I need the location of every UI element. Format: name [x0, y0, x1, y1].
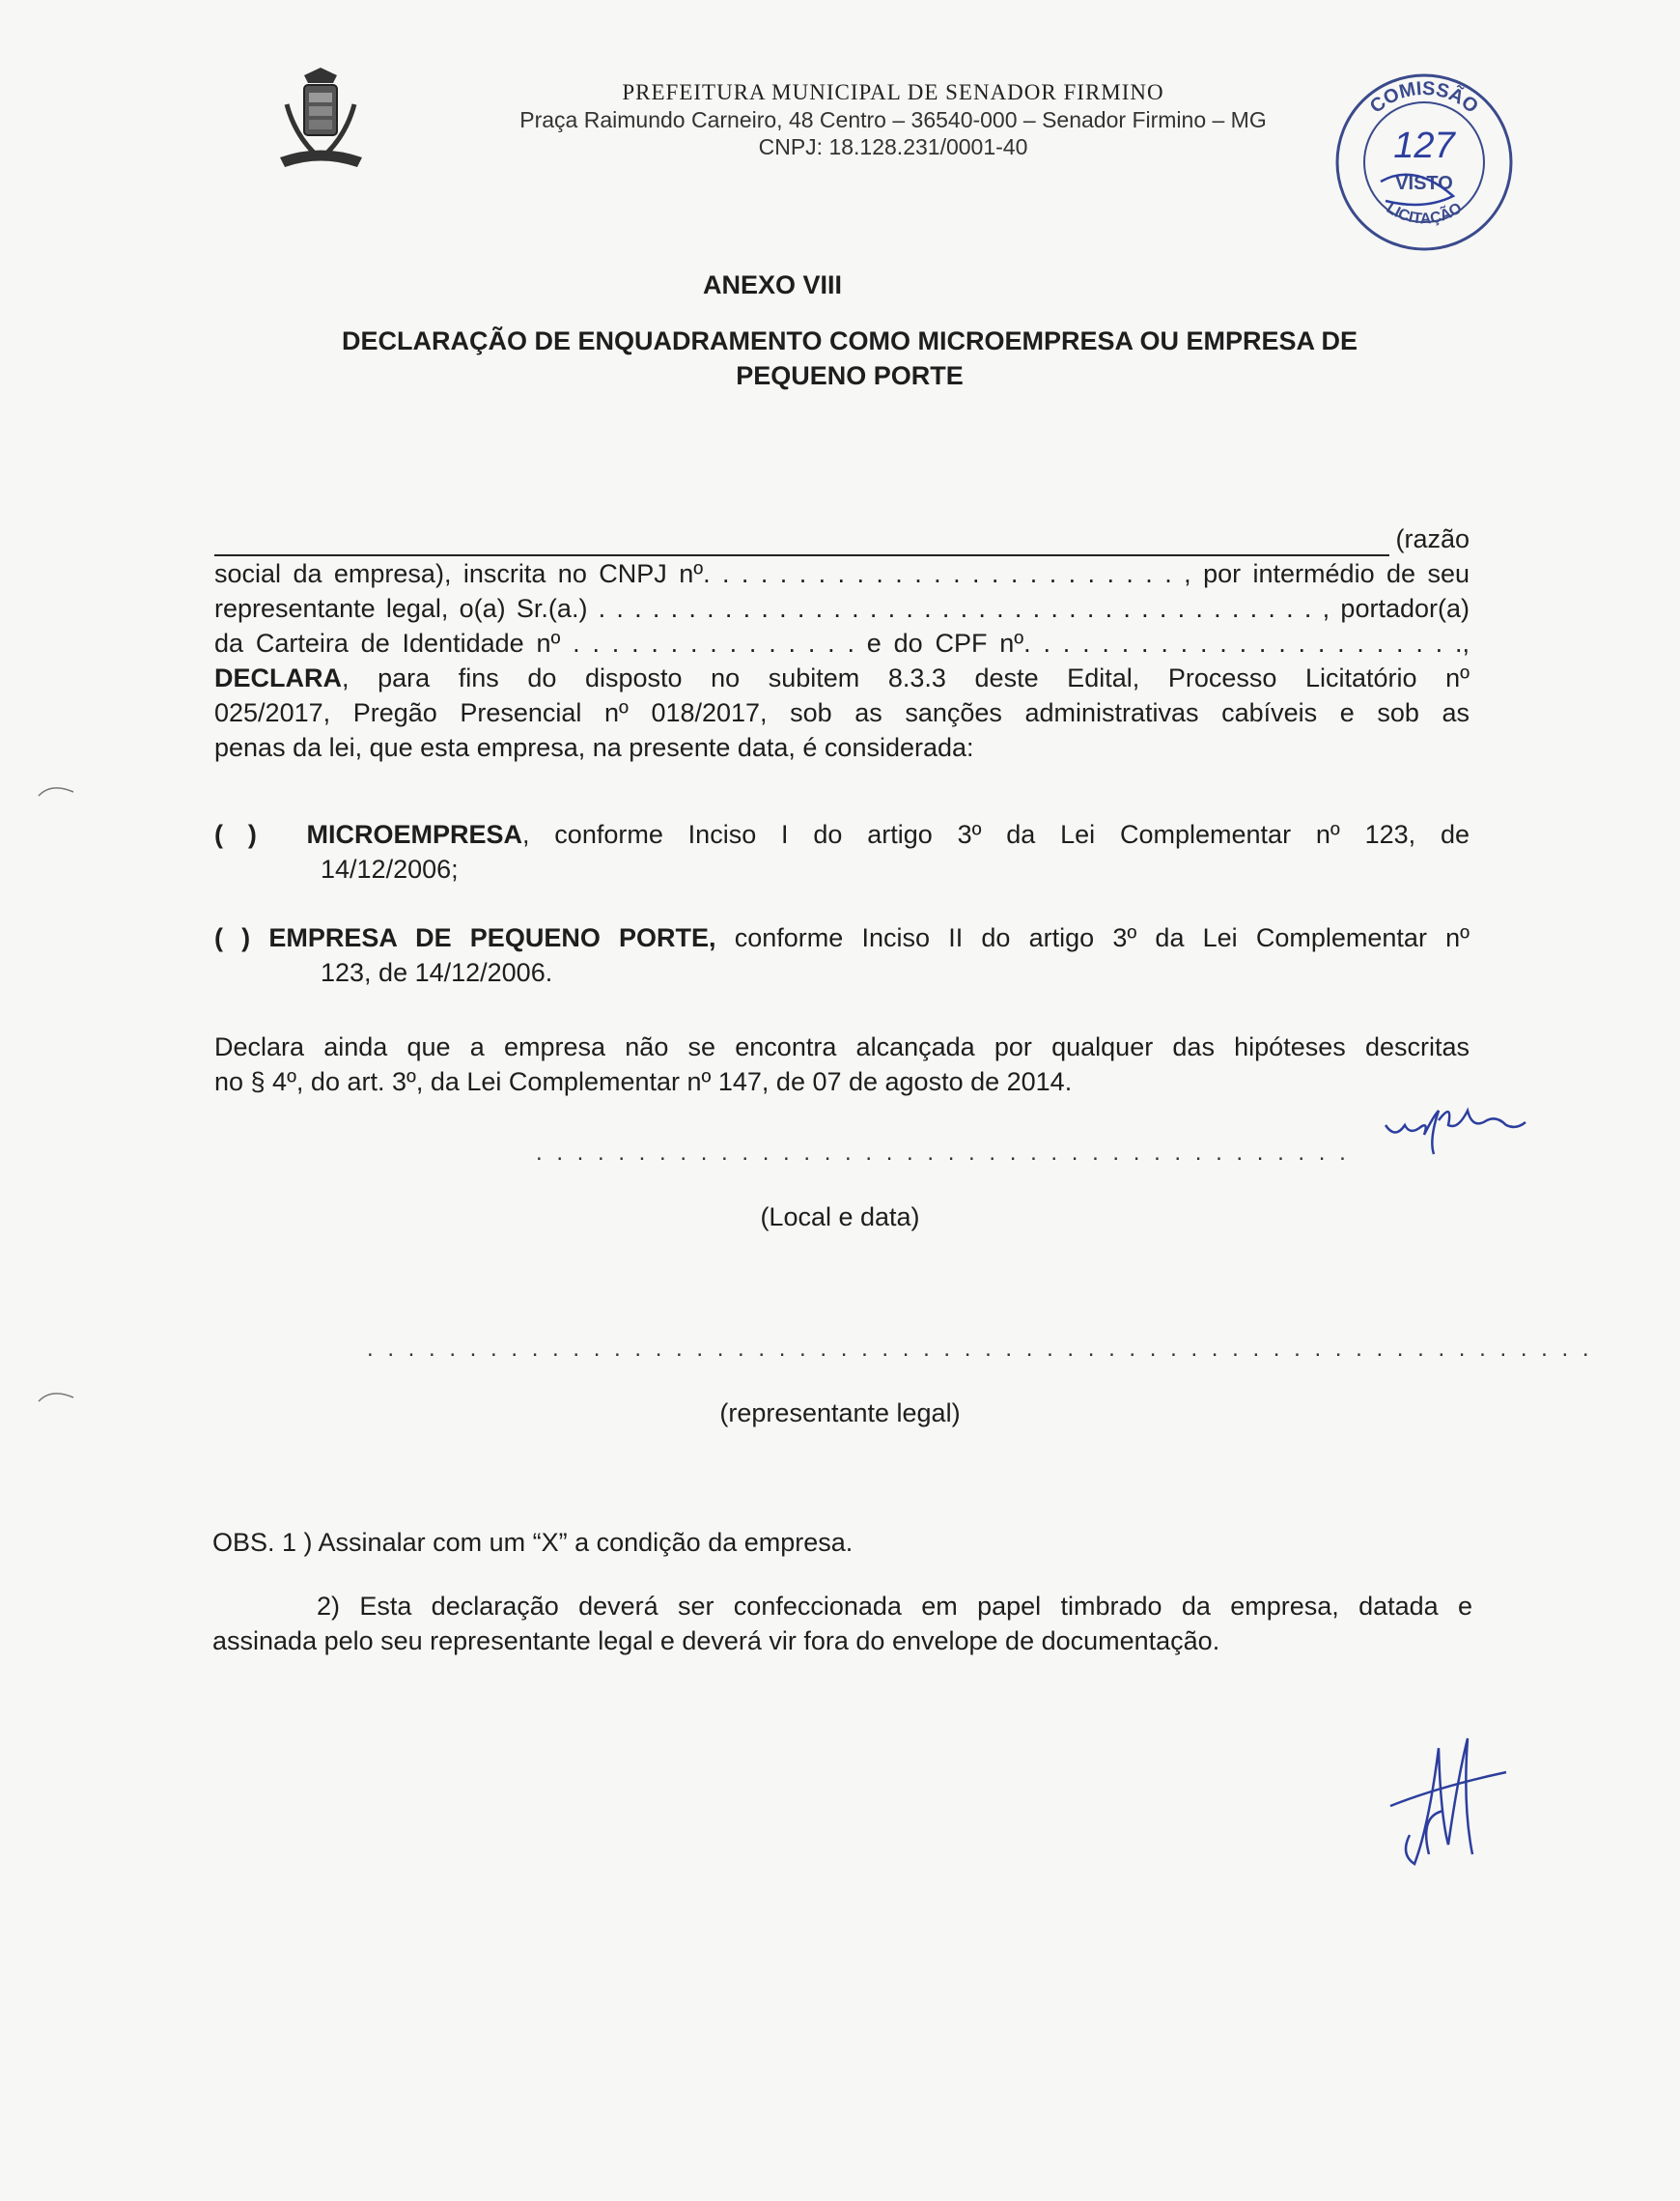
observation-1: OBS. 1 ) Assinalar com um “X” a condição da empresa. — [212, 1528, 854, 1557]
organization-name: PREFEITURA MUNICIPAL DE SENADOR FIRMINO — [622, 80, 1164, 104]
declaration-line-5: 025/2017, Pregão Presencial nº 018/2017, sob as sanções administrativas cabíveis e sob as — [214, 698, 1470, 727]
annex-heading: ANEXO VIII — [702, 270, 843, 299]
organization-address: Praça Raimundo Carneiro, 48 Centro – 36540-000 – Senador Firmino – MG — [519, 107, 1267, 132]
company-name-blank[interactable] — [214, 529, 1389, 556]
observation-2 — [212, 1589, 1472, 1658]
epp-label: EMPRESA DE PEQUENO PORTE, — [268, 923, 716, 952]
observation-2-line-2: assinada pelo seu representante legal e deverá vir fora do envelope de documentação. — [212, 1626, 1220, 1655]
declaration-line-1: social da empresa), inscrita no CNPJ nº. . . . . . . . . . . . . . . . . . . . . . . . . , por intermédio de seu — [214, 559, 1470, 588]
rubric-signature — [1381, 1082, 1535, 1159]
stamp-number: 127 — [1393, 126, 1455, 166]
declaration-line-4 — [214, 661, 1470, 695]
declaration-line-3: da Carteira de Identidade nº . . . . . . . . . . . . . . . e do CPF nº. . . . . . . . . . . . . . . . . . . . . . ., — [214, 629, 1470, 658]
stamp-bottom-text: LICITAÇÃO — [1383, 200, 1466, 228]
representative-signature-line[interactable]: . . . . . . . . . . . . . . . . . . . . . . . . . . . . . . . . . . . . . . . . . . . . . . . . . . . . . . . . . . . . — [367, 1336, 1593, 1362]
local-date-line[interactable]: . . . . . . . . . . . . . . . . . . . . . . . . . . . . . . . . . . . . . . . . — [536, 1140, 1350, 1166]
organization-cnpj: CNPJ: 18.128.231/0001-40 — [758, 134, 1028, 159]
microempresa-line-1 — [214, 817, 1470, 852]
declaration-paragraph — [214, 522, 1470, 765]
observation-2-line-1: 2) Esta declaração deverá ser confeccionada em papel timbrado da empresa, datada e — [317, 1592, 1472, 1621]
title-line-2: PEQUENO PORTE — [736, 361, 964, 390]
title-line-1: DECLARAÇÃO DE ENQUADRAMENTO COMO MICROEMPRESA OU EMPRESA DE — [341, 326, 1358, 355]
stamp-top-text: COMISSÃO — [1365, 77, 1482, 118]
approval-stamp — [1328, 66, 1516, 254]
microempresa-label: MICROEMPRESA — [306, 820, 522, 849]
stamp-visto: VISTO — [1395, 173, 1453, 194]
razao-label: (razão — [1395, 524, 1470, 553]
additional-declaration — [214, 1030, 1470, 1099]
option-epp — [214, 920, 1470, 990]
municipal-crest-icon — [275, 66, 367, 182]
additional-declaration-line-2: no § 4º, do art. 3º, da Lei Complementar nº 147, de 07 de agosto de 2014. — [214, 1067, 1073, 1096]
additional-declaration-line-1: Declara ainda que a empresa não se encontra alcançada por qualquer das hipóteses descritas — [214, 1032, 1470, 1061]
declara-bold: DECLARA — [214, 663, 342, 692]
letterhead — [434, 79, 1352, 160]
option-microempresa — [214, 817, 1470, 887]
declaration-line-2: representante legal, o(a) Sr.(a.) . . . . . . . . . . . . . . . . . . . . . . . . . . . . . . . . . . . . . . . . , portador(a) — [214, 594, 1470, 623]
margin-mark — [37, 1386, 75, 1405]
document-title — [251, 324, 1448, 393]
epp-text: conforme Inciso II do artigo 3º da Lei Complementar nº — [715, 923, 1470, 952]
margin-mark — [37, 780, 75, 800]
epp-checkbox[interactable]: ( ) — [214, 923, 251, 952]
company-name-line — [214, 522, 1470, 556]
handwritten-signature — [1371, 1719, 1516, 1883]
representative-label: (representante legal) — [719, 1398, 961, 1427]
epp-line-1 — [214, 920, 1470, 955]
declaration-line-4-rest: , para fins do disposto no subitem 8.3.3 deste Edital, Processo Licitatório nº — [342, 663, 1470, 692]
microempresa-checkbox[interactable]: ( ) — [214, 820, 257, 849]
microempresa-line-2: 14/12/2006; — [321, 855, 459, 884]
declaration-line-6: penas da lei, que esta empresa, na presente data, é considerada: — [214, 733, 974, 762]
microempresa-text: , conforme Inciso I do artigo 3º da Lei Complementar nº 123, de — [521, 820, 1470, 849]
epp-line-2: 123, de 14/12/2006. — [321, 958, 553, 987]
local-date-label: (Local e data) — [760, 1202, 920, 1231]
